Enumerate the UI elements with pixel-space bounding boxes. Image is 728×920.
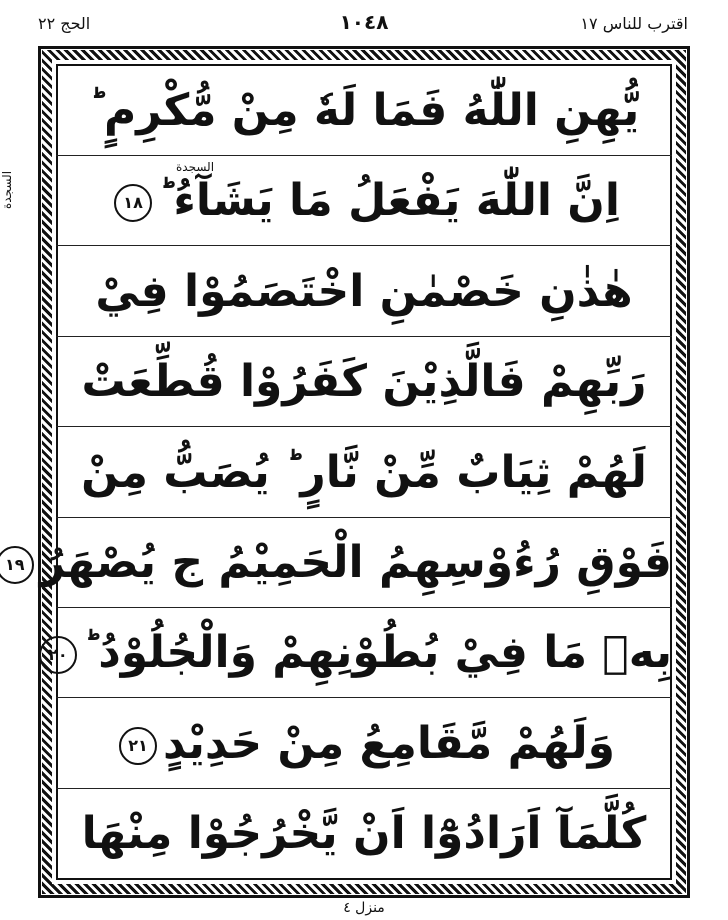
verse-line xyxy=(56,66,672,156)
verse-text: فَوْقِ رُءُوْسِهِمُ الْحَمِيْمُ ج يُصْهَرُ xyxy=(39,537,672,588)
ayah-number-marker: ٢١ xyxy=(119,727,157,765)
verse-text: رَبِّهِمْ فَالَّذِيْنَ كَفَرُوْا قُطِّعَتْ xyxy=(81,356,647,408)
page-number: ١٠٤٨ xyxy=(339,10,389,34)
verse-line xyxy=(56,699,672,789)
verse-line xyxy=(4,518,672,608)
verse-line xyxy=(48,608,672,698)
ayah-number-marker: ٢٠ xyxy=(39,636,77,674)
surah-label: الحج ٢٢ xyxy=(38,14,91,33)
verse-text: وَلَهُمْ مَّقَامِعُ مِنْ حَدِيْدٍ xyxy=(162,717,615,769)
verse-text: بِهٖ مَا فِيْ بُطُوْنِهِمْ وَالْجُلُوْدُ ؕ xyxy=(82,627,672,679)
sajdah-margin-note: السجدة xyxy=(0,170,14,210)
ayah-number-marker: ١٨ xyxy=(114,184,152,222)
sajdah-mark: السجدة xyxy=(176,160,215,175)
verse-text: هٰذٰنِ خَصْمٰنِ اخْتَصَمُوْا فِيْ xyxy=(95,265,633,317)
verse-line xyxy=(56,428,672,518)
ayah-number-marker: ١٩ xyxy=(0,546,34,584)
verse-text: اِنَّ اللّٰهَ يَفْعَلُ مَا يَشَآءُ ؕ xyxy=(158,175,620,227)
verse-text: لَهُمْ ثِيَابٌ مِّنْ نَّارٍ ؕ يُصَبُّ مِنْ xyxy=(81,446,647,498)
juz-label: اقترب للناس ١٧ xyxy=(580,14,688,33)
manzil-label: منزل ٤ xyxy=(343,900,385,916)
verse-line xyxy=(56,247,672,337)
verse-text: كُلَّمَآ اَرَادُوْٓا اَنْ يَّخْرُجُوْا مِنْهَا xyxy=(81,808,647,860)
verse-line xyxy=(56,789,672,879)
verse-text: يُّهِنِ اللّٰهُ فَمَا لَهٗ مِنْ مُّكْرِمٍ ؕ xyxy=(88,85,640,136)
verse-line xyxy=(56,337,672,427)
page-header xyxy=(0,0,728,44)
verse-line xyxy=(56,156,672,246)
